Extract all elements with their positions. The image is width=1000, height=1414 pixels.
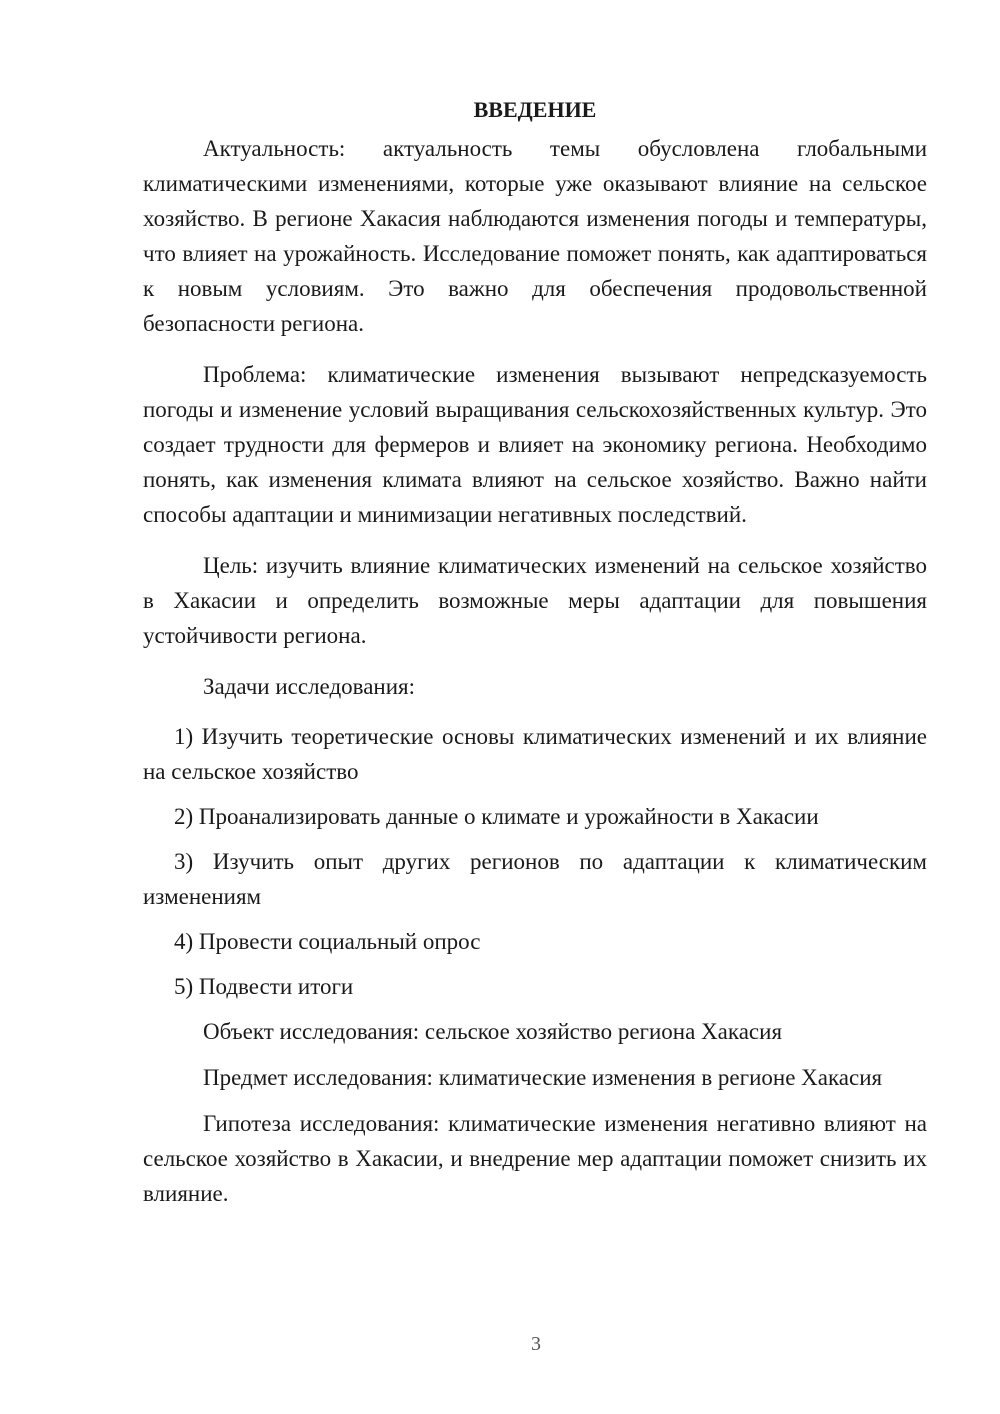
task-item-1: 1) Изучить теоретические основы климатических изменений и их влияние на сельское хозяйство [143, 724, 927, 784]
paragraph-hypothesis: Гипотеза исследования: климатические изменения негативно влияют на сельское хозяйство в Хакасии, и внедрение мер адаптации поможет снизить их влияние. [143, 1111, 927, 1206]
page-body [143, 92, 927, 1211]
task-item-3: 3) Изучить опыт других регионов по адаптации к климатическим изменениям [143, 849, 927, 909]
paragraph-subject: Предмет исследования: климатические изменения в регионе Хакасия [203, 1065, 883, 1090]
task-item-5: 5) Подвести итоги [174, 974, 354, 999]
task-item-4: 4) Провести социальный опрос [174, 929, 481, 954]
paragraph-problem: Проблема: климатические изменения вызывают непредсказуемость погоды и изменение условий выращивания сельскохозяйственных культур. Это создает трудности для фермеров и влияет на экономику региона. Необходимо понять, как изменения климата влияют на сельское хозяйство. Важно найти способы адаптации и минимизации негативных последствий. [143, 362, 927, 527]
page-title: ВВЕДЕНИЕ [473, 97, 597, 122]
paragraph-relevance: Актуальность: актуальность темы обусловлена глобальными климатическими изменениями, которые уже оказывают влияние на сельское хозяйство. В регионе Хакасия наблюдаются изменения погоды и температуры, что влияет на урожайность. Исследование поможет понять, как адаптироваться к новым условиям. Это важно для обеспечения продовольственной безопасности региона. [143, 136, 927, 336]
paragraph-goal: Цель: изучить влияние климатических изменений на сельское хозяйство в Хакасии и определить возможные меры адаптации для повышения устойчивости региона. [143, 553, 927, 648]
paragraph-object: Объект исследования: сельское хозяйство региона Хакасия [203, 1019, 783, 1044]
tasks-heading: Задачи исследования: [203, 674, 416, 699]
task-item-2: 2) Проанализировать данные о климате и урожайности в Хакасии [174, 804, 819, 829]
page-number: 3 [531, 1333, 541, 1355]
